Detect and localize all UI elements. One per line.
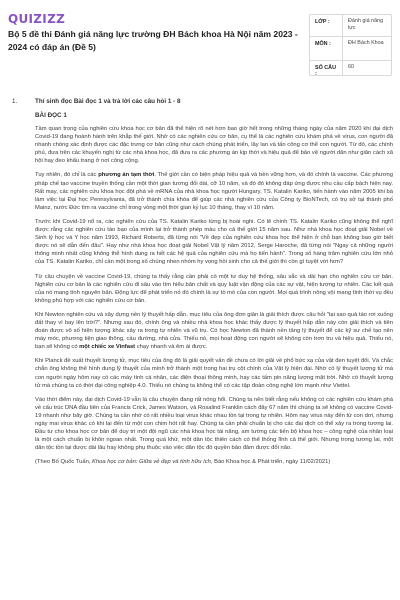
source-text: (Theo Bố Quốc Tuấn, — [35, 459, 93, 466]
meta-label: SỐ CÂU : — [310, 61, 343, 75]
document-title: Bộ 5 đề thi Đánh giá năng lực trường ĐH Bách khoa Hà Nội năm 2023 - 2024 có đáp án (Đề 5) — [8, 29, 298, 52]
paragraph-text: Tuy nhiên, đó chỉ là các — [35, 172, 99, 179]
paragraph-2 — [35, 171, 393, 211]
meta-value: 60 — [348, 64, 354, 70]
source-citation — [35, 458, 393, 466]
paragraph-text: . Thế giới cần có biện pháp hiệu quả và bền vững hơn, và đó chính là vaccine. Các phương pháp chế tạo vaccine truyền thống cần một thời gian tương đối dài, cỡ 10 năm, và đó đó không đáp ứng được nhu cầu cấp bách hiện nay. Rất may, các nghiên cứu khoa học đột phá về mRNA của nhà khoa học người Hungary, TS. Katalin Kariko, tiến hành vào năm 2005 khi bà làm việc tại Đại học Pennsylvania, đã trở thành chìa khóa để giúp các nhà nghiên cứu của Công ty BioNTech, có trụ sở tại thành phố Mainz, nước Đức tìm ra vaccine chỉ trong vòng một thời gian kỷ lục 10 tháng, thay vì 10 năm. — [35, 172, 394, 211]
meta-row-subject — [310, 37, 391, 61]
meta-label: LỚP : — [310, 15, 343, 36]
paragraph-7: Vào thời điểm này, đại dịch Covid-19 vẫn là câu chuyện đang rất nóng hổi. Chúng ta nên biết rằng nếu không có các nghiên cứu khám phá về cấu trúc DNA đầu tiên của Francis Crick, James Watson, và Rosalind Franklin cách đây 67 năm thì chúng ta sẽ không có vaccine Covid-19 nhanh như bây giờ. Chúng ta cần nhớ có rất nhiều loại virus khác nhau tồn tại trong tự nhiên. Hôm nay virus này đến từ con dơi, nhưng ngày mai virus khác có khi lại đến từ một con chim hót rất hay. Chúng ta cần phải chuẩn bị cho các đại dịch có thể xảy ra trong tương lai. Đầu tư cho khoa học cơ bản để duy trì một đội ngũ các nhà khoa học tài năng, am tường các tiến bộ khoa học – công nghệ của nhân loại là một cách chuẩn bị khôn ngoan nhất. Trong quá khứ, một dân tộc thiên cách có thể thống lĩnh cả thế giới. Nhưng trong tương lai, một dân tộc tồn tại được dài lâu hay không phụ thuộc vào việc dân tộc đó quyền bảo đảm được đổi não. — [35, 396, 393, 452]
highlight-vinfast: một chiếc xe Vinfast — [79, 344, 136, 351]
meta-row-question-count — [310, 61, 391, 75]
meta-row-class — [310, 15, 391, 37]
paragraph-5 — [35, 311, 393, 351]
question-number: 1. — [12, 98, 18, 105]
paragraph-3: Trước khi Covid-19 nổ ra, các nghiên cứu của TS. Katalin Kariko từng bị hoài nghi. Có lẽ chính TS. Katalin Kariko cũng không thể nghĩ được rằng các nghiên cứu táo bạo của mình lại trở thành phép màu cho cả thế giới 15 năm sau. Như nhà khoa học đoạt giải Nobel về Sinh lý học và Y học năm 1993, Richard Roberts, đã từng nói "Về đẹp của nghiên cứu khoa học thể hiện ở chỗ bạn không bao giờ biết được nó sẽ dẫn đến đâu". Hay như nhà khoa học đoạt giải Nobel Vật lý năm 2012, Serge Haroche, đã từng nói "Ngay cả những người thông minh nhất cũng không thể hình dung ra hết các hệ quả của nghiên cứu mà họ tiến hành". Trong số hàng trăm nghiên cứu lớn nhỏ của TS. Katalin Kariko, chỉ cần một trong số chúng nhen nhóm hy vọng hồi sinh cho cả thế giới thì còn gì tuyệt vời hơn? — [35, 218, 393, 266]
paragraph-6: Khi Planck đề xuất thuyết lượng tử, mục tiêu của ông đó là giải quyết vấn đề chưa có lời giải về phổ bức xạ của vật đen tuyệt đối. Và chắc chắn ông không thể hình dung lý thuyết của mình trở thành một trong hai trụ cột chính của Vật lý hiện đại. Nhờ có lý thuyết lượng tử mà con người ngày hôm nay có các máy tính cá nhân, các điện thoại thông minh, hay các tấm pin năng lượng mặt trời. Nhờ có thuyết lượng tử mà chúng ta có thời đại công nghiệp 4.0. Thiếu nó chúng ta không thể có các tập đoàn công nghệ lớn mạnh như Viettel. — [35, 358, 393, 389]
source-article-title: Khoa học cơ bản: Giữa vẻ đẹp và tính hữu ích — [92, 459, 211, 466]
source-text: , Báo Khoa học & Phát triển, ngày 11/02/2021) — [210, 459, 331, 466]
paragraph-4: Từ câu chuyện về vaccine Covid-19, chúng ta thấy rằng cần phải có một tư duy hệ thống, sâu sắc và dài hạn cho nghiên cứu cơ bản. Nghiên cứu cơ bản là các nghiên cứu đi sâu vào tìm hiểu bản chất và quy luật vận động của các sự vật, hiện tượng tự nhiên. Các kết quả của nó mang tính nguyên bản. Động lực để phát triển nó đó chính là sự tò mò của con người. Mọi quá trình nông vội mang tính thời vụ đều không phù hợp với các nghiên cứu cơ bản. — [35, 273, 393, 304]
paragraph-1: Tầm quan trọng của nghiên cứu khoa học cơ bản đã thể hiện rõ nét hơn bao giờ hết trong những tháng ngày của năm 2020 khi đại dịch Covid-19 đang hoành hành trên khắp thế giới. Nhờ có các nghiên cứu cơ bản, cụ thể là các nghiên cứu khám phá về virus, con người đã nhanh chóng xác định được các đặc trưng cơ bản cũng như cách chúng phát triển, lây lan và tấn công cơ thể con người. Từ đó, các chính phủ, đưa trên các khuyến nghị từ các nhà khoa học, đã đưa ra các phương án kịp thời và hiệu quả để bảo vệ người dân như giãn cách xã hội hay đeo khẩu trang ở nơi công cộng. — [35, 126, 393, 165]
meta-info-box — [309, 14, 392, 76]
page-header — [0, 0, 400, 82]
paragraph-text: Khi Newton nghiên cứu và xây dựng nền lý thuyết hấp dẫn, mục tiêu của ông đơn giản là giải thích được câu hỏi "tại sao quả táo rơi xuống đất thay vì bay lên trời?". Nhưng sau đó, chính ông và nhiều nhà khoa học khác thấy được lý thuyết hấp dẫn này còn giải thích và tiên đoán được vô số hiện tượng khác xảy ra trong tự nhiên và vũ trụ. Có học Newton đã thành nền tảng lý thuyết để các kỹ sư chế tạo nên máy móc, phương tiện giao thông, cầu đường, nhà cửa. Thiếu nó, mọi hoạt động con người sẽ không còn trơn tru và hiệu quả. Thiếu nó, bạn sẽ không có — [35, 311, 393, 351]
meta-value: ĐH Bách Khoa — [348, 40, 384, 46]
question-title: Thí sinh đọc Bài đọc 1 và trả lời các câu hỏi 1 - 8 — [35, 98, 181, 105]
meta-value: Đánh giá năng lực — [348, 18, 384, 31]
reading-passage — [35, 112, 393, 472]
meta-label: MÔN : — [310, 37, 343, 60]
paragraph-text: chạy nhanh và êm ái được. — [135, 344, 208, 351]
highlight-temporary-measures: phương án tạm thời — [98, 172, 155, 179]
passage-title: BÀI ĐỌC 1 — [35, 112, 67, 119]
quizizz-logo: QUIZIZZ — [8, 12, 66, 26]
